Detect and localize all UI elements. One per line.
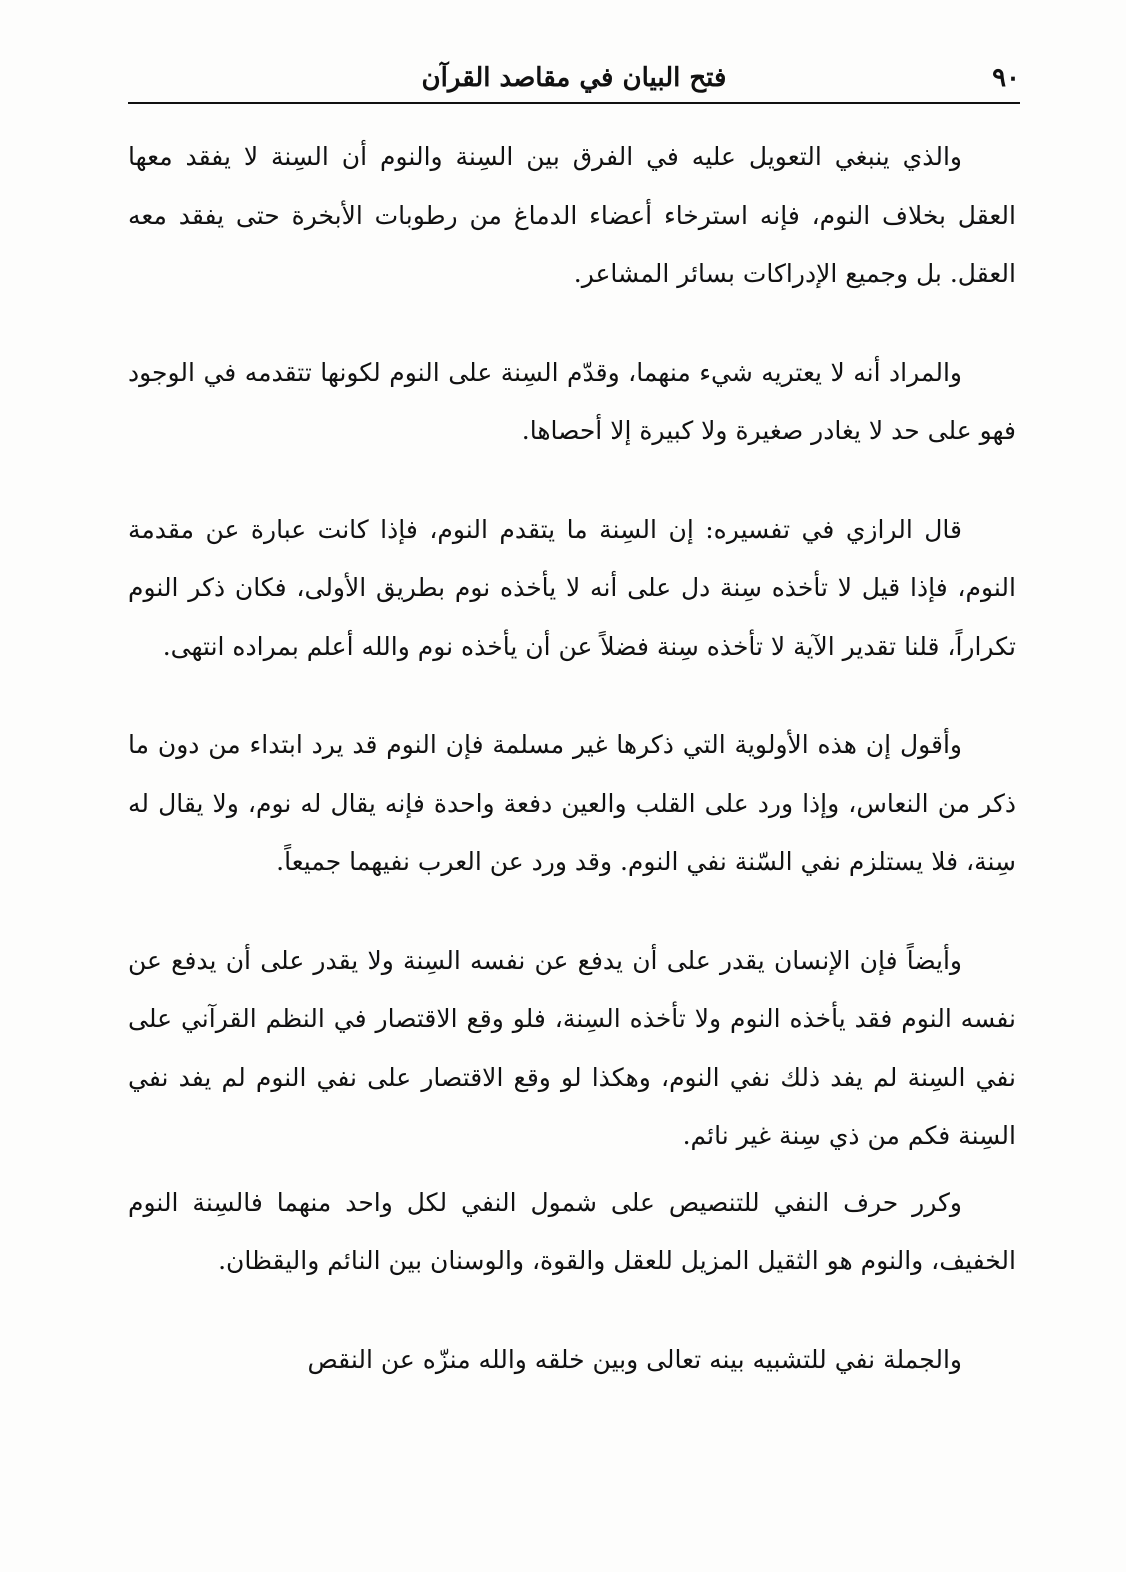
- paragraph-5: وأيضاً فإن الإنسان يقدر على أن يدفع عن نفسه السِنة ولا يقدر على أن يدفع عن نفسه النوم فقد يأخذه النوم ولا تأخذه السِنة، فلو وقع الاقتصار في النظم القرآني على نفي السِنة لم يفد ذلك نفي النوم، وهكذا لو وقع الاقتصار على نفي النوم لم يفد نفي السِنة فكم من ذي سِنة غير نائم.: [128, 945, 1016, 1150]
- running-title: فتح البيان في مقاصد القرآن: [421, 63, 727, 93]
- paragraph-2: والمراد أنه لا يعتريه شيء منهما، وقدّم السِنة على النوم لكونها تتقدمه في الوجود فهو على حد لا يغادر صغيرة ولا كبيرة إلا أحصاها.: [128, 357, 1016, 445]
- paragraph-6: وكرر حرف النفي للتنصيص على شمول النفي لكل واحد منهما فالسِنة النوم الخفيف، والنوم هو الثقيل المزيل للعقل والقوة، والوسنان بين النائم واليقظان.: [128, 1187, 1016, 1275]
- header-rule: [128, 102, 1020, 104]
- paragraph-4: وأقول إن هذه الأولوية التي ذكرها غير مسلمة فإن النوم قد يرد ابتداء من دون ما ذكر من النعاس، وإذا ورد على القلب والعين دفعة واحدة فإنه يقال له نوم، ولا يقال له سِنة، فلا يستلزم نفي السّنة نفي النوم. وقد ورد عن العرب نفيهما جميعاً.: [128, 730, 1016, 876]
- page-body: [128, 128, 1016, 1389]
- paragraph-7: والجملة نفي للتشبيه بينه تعالى وبين خلقه والله منزّه عن النقص: [307, 1344, 962, 1374]
- paragraph-3: قال الرازي في تفسيره: إن السِنة ما يتقدم النوم، فإذا كانت عبارة عن مقدمة النوم، فإذا قيل لا تأخذه سِنة دل على أنه لا يأخذه نوم بطريق الأولى، فكان ذكر النوم تكراراً، قلنا تقدير الآية لا تأخذه سِنة فضلاً عن أن يأخذه نوم والله أعلم بمراده انتهى.: [128, 514, 1016, 661]
- paragraph-1: والذي ينبغي التعويل عليه في الفرق بين السِنة والنوم أن السِنة لا يفقد معها العقل بخلاف النوم، فإنه استرخاء أعضاء الدماغ من رطوبات الأبخرة حتى يفقد معه العقل. بل وجميع الإدراكات بسائر المشاعر.: [128, 142, 1016, 288]
- page-number: ٩٠: [992, 63, 1020, 93]
- page-header: [128, 56, 1020, 104]
